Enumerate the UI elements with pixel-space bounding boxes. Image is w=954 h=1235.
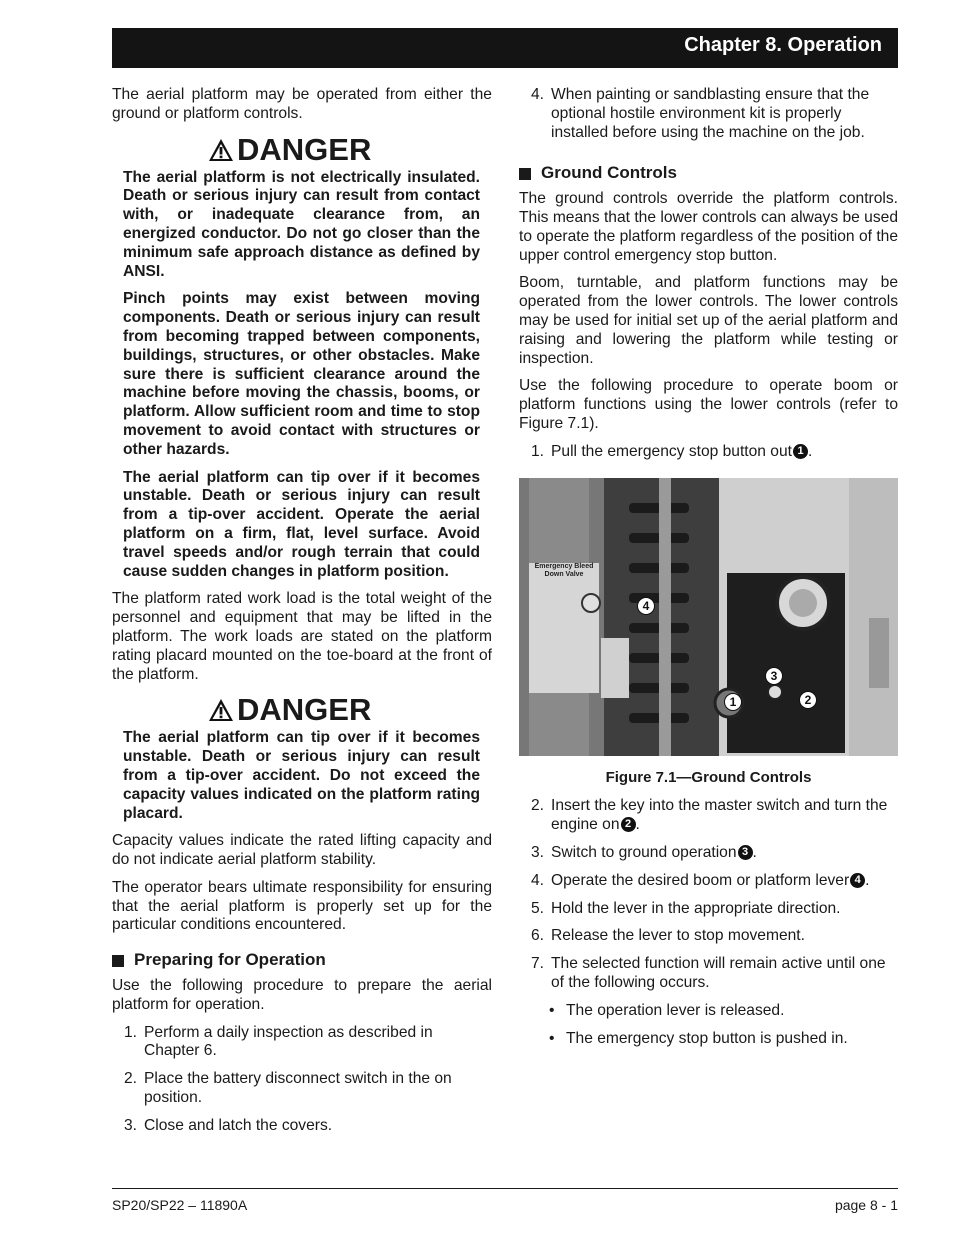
- danger-label: DANGER: [237, 692, 372, 728]
- list-item: [519, 927, 898, 946]
- figure-placard-text: Emergency Bleed Down Valve: [534, 562, 594, 578]
- step-number: 5.: [531, 899, 545, 917]
- callout-marker: 4: [850, 873, 865, 888]
- step-number: 4.: [531, 871, 545, 889]
- list-item: 4. Operate the desired boom or platform lever 4 .: [531, 871, 870, 889]
- step-number: 3.: [531, 843, 545, 861]
- figure-marker-4: 4: [637, 597, 655, 615]
- danger-label: DANGER: [237, 131, 372, 167]
- list-item: [519, 86, 898, 142]
- step-number: 3.: [124, 1116, 138, 1134]
- list-item: [519, 900, 898, 919]
- footer-page-number: page 8 - 1: [834, 1197, 898, 1213]
- step-text: Insert the key into the master switch and turn the engine on: [551, 797, 888, 834]
- capacity-paragraph: Capacity values indicate the rated lifting capacity and do not indicate aerial platform stability.: [112, 832, 492, 869]
- danger-warning-1: [123, 169, 480, 582]
- list-item: 3. Switch to ground operation 3 .: [531, 843, 757, 861]
- ground-paragraph-2: Boom, turntable, and platform functions may be operated from the lower controls. The lower controls may be used for initial set up of the aerial platform and raising and lowering the platform while testing or inspection.: [519, 274, 898, 367]
- danger-paragraph: Pinch points may exist between moving components. Death or serious injury can result from becoming trapped between components, buildings, structures, or other obstacles. Make sure there is sufficient clearance around the machine before moving the chassis, booms, or platform. Allow sufficient room and time to stop movement to avoid contact with structures or other hazards.: [123, 290, 480, 458]
- step-text: Hold the lever in the appropriate direction.: [551, 899, 841, 917]
- figure-marker-1: 1: [724, 693, 742, 711]
- step-text: Release the lever to stop movement.: [551, 927, 805, 945]
- danger-paragraph: The aerial platform can tip over if it becomes unstable. Death or serious injury can result from a tip-over accident. Operate the aerial platform on a firm, flat, level surface. Avoid travel speeds and/or rough terrain that could cause sudden changes in platform position.: [123, 468, 480, 580]
- list-item: [519, 1030, 898, 1049]
- list-item: [519, 955, 898, 993]
- ground-paragraph-3: Use the following procedure to operate boom or platform functions using the lower controls (refer to Figure 7.1).: [519, 377, 898, 432]
- danger-paragraph: The aerial platform can tip over if it becomes unstable. Death or serious injury can result from a tip-over accident. Do not exceed the capacity values indicated on the platform rating placard.: [123, 729, 480, 822]
- step-number: 2.: [124, 1070, 138, 1088]
- list-item: 1. Pull the emergency stop button out 1 .: [531, 442, 813, 460]
- ground-steps-start: [519, 443, 898, 462]
- footer-doc-id: SP20/SP22 – 11890A: [112, 1197, 248, 1213]
- square-bullet-icon: [519, 168, 531, 180]
- step-text: Switch to ground operation: [551, 843, 737, 861]
- step-text: Place the battery disconnect switch in the on position.: [144, 1070, 452, 1107]
- step-text: Pull the emergency stop button out: [551, 442, 792, 460]
- figure-caption: Figure 7.1—Ground Controls: [605, 768, 812, 786]
- right-column: [519, 86, 898, 1057]
- ground-steps: [519, 797, 898, 992]
- step-number: 2.: [531, 797, 545, 815]
- footer-rule: [112, 1188, 898, 1189]
- rated-load-paragraph: The platform rated work load is the total weight of the personnel and equipment that may be lifted in the platform. The work loads are stated on the platform rating placard mounted on the toe-board at the front of the platform.: [112, 590, 492, 683]
- list-item: [519, 1002, 898, 1021]
- callout-marker: 3: [738, 845, 753, 860]
- step-text: Close and latch the covers.: [144, 1116, 333, 1134]
- preparing-intro: Use the following procedure to prepare the aerial platform for operation.: [112, 977, 492, 1013]
- bullet-dot-icon: •: [549, 1001, 555, 1019]
- warning-triangle-icon: [208, 698, 234, 722]
- list-item: [112, 1070, 492, 1108]
- preparing-steps: [112, 1024, 492, 1136]
- bullet-text: The emergency stop button is pushed in.: [566, 1029, 848, 1047]
- danger-heading-2: [208, 693, 492, 727]
- figure-marker-3: 3: [765, 667, 783, 685]
- ground-paragraph-1: The ground controls override the platform controls. This means that the lower controls can always be used to operate the platform regardless of the position of the upper control emergency stop button.: [519, 190, 898, 264]
- step-text: Operate the desired boom or platform lever: [551, 871, 850, 889]
- bullet-text: The operation lever is released.: [566, 1001, 785, 1019]
- chapter-title: Chapter 8. Operation: [684, 34, 882, 56]
- section-heading-text: Ground Controls: [541, 163, 677, 183]
- callout-marker: 1: [793, 444, 808, 459]
- square-bullet-icon: [112, 955, 124, 967]
- left-column: [112, 86, 492, 1145]
- preparing-steps-continued: [519, 86, 898, 142]
- ground-controls-photo: [519, 478, 898, 756]
- section-heading-ground-controls: [519, 164, 898, 183]
- section-heading-preparing: [112, 951, 492, 970]
- stop-conditions-list: [519, 1002, 898, 1049]
- ground-controls-illustration: [519, 478, 898, 756]
- step-number: 4.: [531, 86, 545, 103]
- list-item: [112, 1024, 492, 1062]
- list-item: [112, 1117, 492, 1136]
- figure-marker-2: 2: [799, 691, 817, 709]
- step-number: 1.: [124, 1023, 138, 1041]
- danger-paragraph: The aerial platform is not electrically insulated. Death or serious injury can result from contact with, or inadequate clearance from, an energized conductor. Do not go closer than the minimum safe approach distance as defined by ANSI.: [123, 168, 480, 280]
- section-heading-text: Preparing for Operation: [134, 950, 326, 970]
- responsibility-paragraph: The operator bears ultimate responsibility for ensuring that the aerial platform is properly set up for the particular conditions encountered.: [112, 878, 492, 934]
- bullet-dot-icon: •: [549, 1029, 555, 1047]
- step-text: When painting or sandblasting ensure that the optional hostile environment kit is properly installed before using the machine on the job.: [551, 86, 870, 141]
- warning-triangle-icon: [208, 138, 234, 162]
- intro-paragraph: The aerial platform may be operated from either the ground or platform controls.: [112, 86, 492, 122]
- step-text: Perform a daily inspection as described in Chapter 6.: [144, 1023, 433, 1060]
- chapter-header: [112, 28, 898, 68]
- list-item: 2. Insert the key into the master switch and turn the engine on 2 .: [531, 797, 888, 834]
- callout-marker: 2: [621, 817, 636, 832]
- step-number: 1.: [531, 442, 545, 460]
- step-number: 7.: [531, 955, 545, 973]
- step-number: 6.: [531, 927, 545, 945]
- danger-heading-1: [208, 133, 492, 167]
- step-text: The selected function will remain active until one of the following occurs.: [551, 955, 886, 991]
- danger-warning-2: [123, 729, 480, 823]
